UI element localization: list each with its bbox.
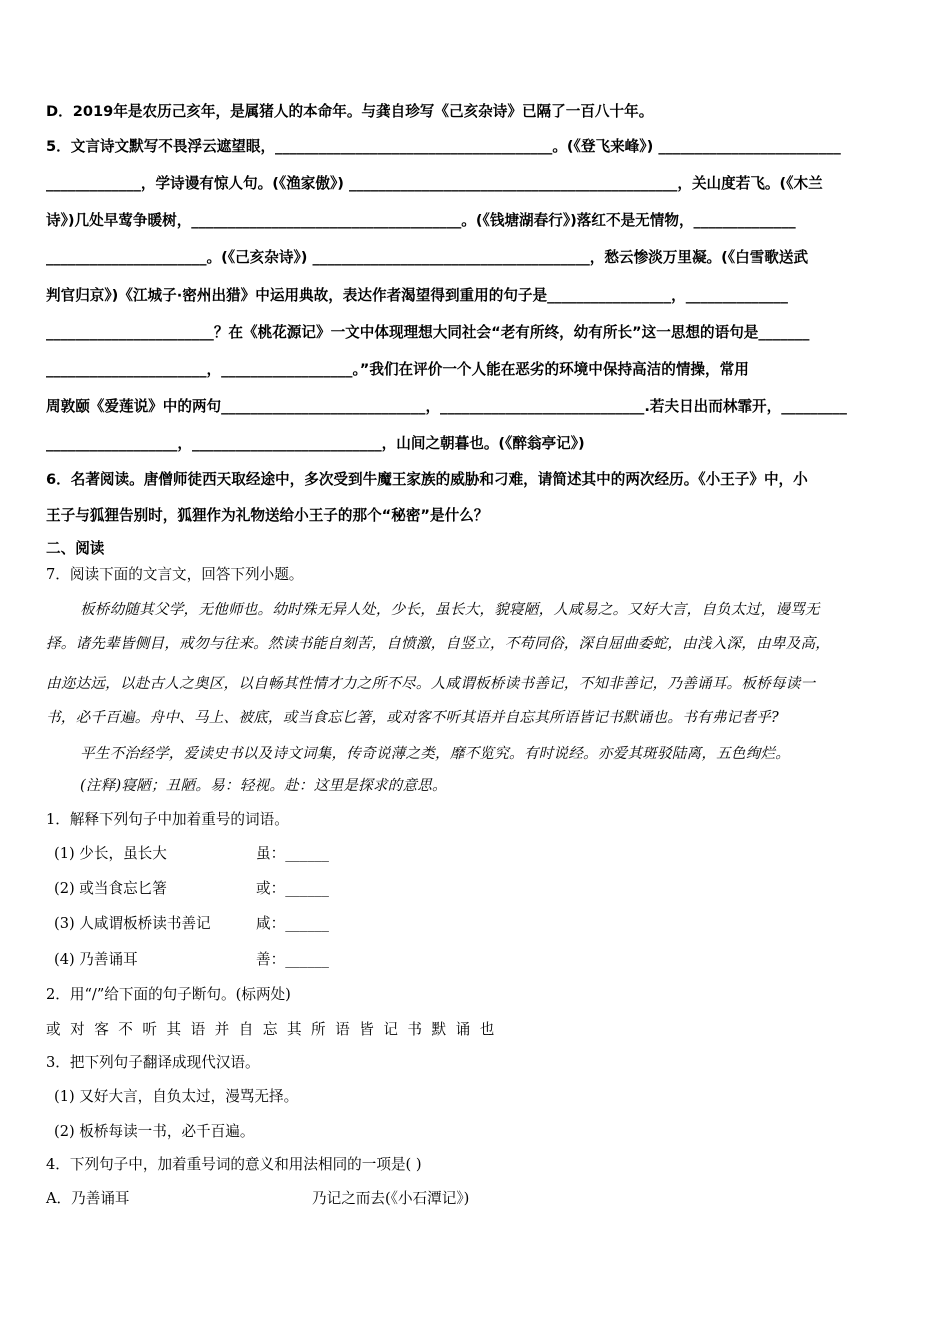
subq3-item-1: (1) 又好大言，自负太过，漫骂无择。	[54, 1088, 299, 1105]
passage-note: (注释)寝陋；丑陋。易：轻视。赴：这里是探求的意思。	[80, 777, 447, 794]
q5-line-6: _______________________？在《桃花源记》一文中体现理想大同社会“老有所终，幼有所长”这一思想的语句是_______	[46, 324, 810, 341]
subq1-answer-2[interactable]: 或：______	[256, 880, 329, 897]
q6-line-2: 王子与狐狸告别时，狐狸作为礼物送给小王子的那个“秘密”是什么？	[46, 507, 489, 524]
subq2-instruction: 2．用“/”给下面的句子断句。(标两处)	[46, 986, 291, 1003]
q5-line-5: 判官归京》)《江城子·密州出猎》中运用典故，表达作者渴望得到重用的句子是_________________，______________	[46, 287, 788, 304]
passage-line-2: 择。诸先辈皆侧目，戒勿与往来。然读书能自刻苦，自愤激，自竖立，不苟同俗，深自屈曲委蛇，由浅入深，由卑及高，	[46, 635, 831, 652]
subq4-option-a-right: 乃记之而去(《小石潭记》)	[312, 1190, 470, 1207]
passage-line-1: 板桥幼随其父学，无他师也。幼时殊无异人处，少长，虽长大，貌寝陋，人咸易之。又好大言，自负太过，谩骂无	[80, 601, 820, 618]
subq1-answer-3[interactable]: 咸：______	[256, 915, 329, 932]
q5-line-7: ______________________，__________________。”我们在评价一个人能在恶劣的环境中保持高洁的情操，常用	[46, 361, 749, 378]
subq1-answer-1[interactable]: 虽：______	[256, 845, 329, 862]
q5-line-9: __________________，__________________________，山间之朝暮也。(《醉翁亭记》)	[46, 435, 585, 452]
q5-line-4: ______________________。(《己亥杂诗》) ______________________________________，愁云惨淡万里凝。(《白雪歌送武	[46, 249, 809, 266]
passage-line-3: 由迩达远，以赴古人之奥区，以自畅其性情才力之所不尽。人咸谓板桥读书善记，不知非善记，乃善诵耳。板桥每读一	[46, 675, 816, 692]
q7-instruction: 7．阅读下面的文言文，回答下列小题。	[46, 566, 304, 583]
q5-line-8: 周敦颐《爱莲说》中的两句____________________________，____________________________.若夫日出而林霏开，_________	[46, 398, 847, 415]
subq4-option-a-left: A．乃善诵耳	[46, 1190, 130, 1207]
subq1-answer-4[interactable]: 善：______	[256, 951, 329, 968]
subq1-item-4: (4) 乃善诵耳	[54, 951, 138, 968]
q5-line-1: 5．文言诗文默写不畏浮云遮望眼，______________________________________。(《登飞来峰》) _________________________	[46, 138, 841, 155]
subq3-instruction: 3．把下列句子翻译成现代汉语。	[46, 1054, 260, 1071]
subq3-item-2: (2) 板桥每读一书，必千百遍。	[54, 1123, 255, 1140]
passage-line-4: 书，必千百遍。舟中、马上、被底，或当食忘匕箸，或对客不听其语并自忘其所语皆记书默诵也。书有弗记者乎?	[46, 709, 779, 726]
section-reading-heading: 二、阅读	[46, 540, 105, 557]
subq4-instruction: 4．下列句子中，加着重号词的意义和用法相同的一项是( )	[46, 1156, 422, 1173]
subq2-sentence: 或对客不听其语并自忘其所语皆记书默诵也	[46, 1021, 504, 1038]
subq1-item-1: (1) 少长，虽长大	[54, 845, 167, 862]
option-d-line: D．2019年是农历己亥年，是属猪人的本命年。与龚自珍写《己亥杂诗》已隔了一百八十年。	[46, 103, 654, 120]
q5-line-3: 诗》)几处早莺争暖树，_____________________________________。(《钱塘湖春行》)落红不是无情物，______________	[46, 212, 796, 229]
q6-line-1: 6．名著阅读。唐僧师徒西天取经途中，多次受到牛魔王家族的威胁和刁难，请简述其中的两次经历。《小王子》中，小	[46, 471, 808, 488]
subq1-item-3: (3) 人咸谓板桥读书善记	[54, 915, 211, 932]
q5-line-2: _____________，学诗谩有惊人句。(《渔家傲》) _____________________________________________，关山度若飞。(《木兰	[46, 175, 823, 192]
passage-line-5: 平生不治经学，爱读史书以及诗文词集，传奇说薄之类，靡不览究。有时说经。亦爱其斑驳陆离，五色绚烂。	[80, 745, 791, 762]
subq1-item-2: (2) 或当食忘匕箸	[54, 880, 167, 897]
subq1-instruction: 1．解释下列句子中加着重号的词语。	[46, 811, 289, 828]
